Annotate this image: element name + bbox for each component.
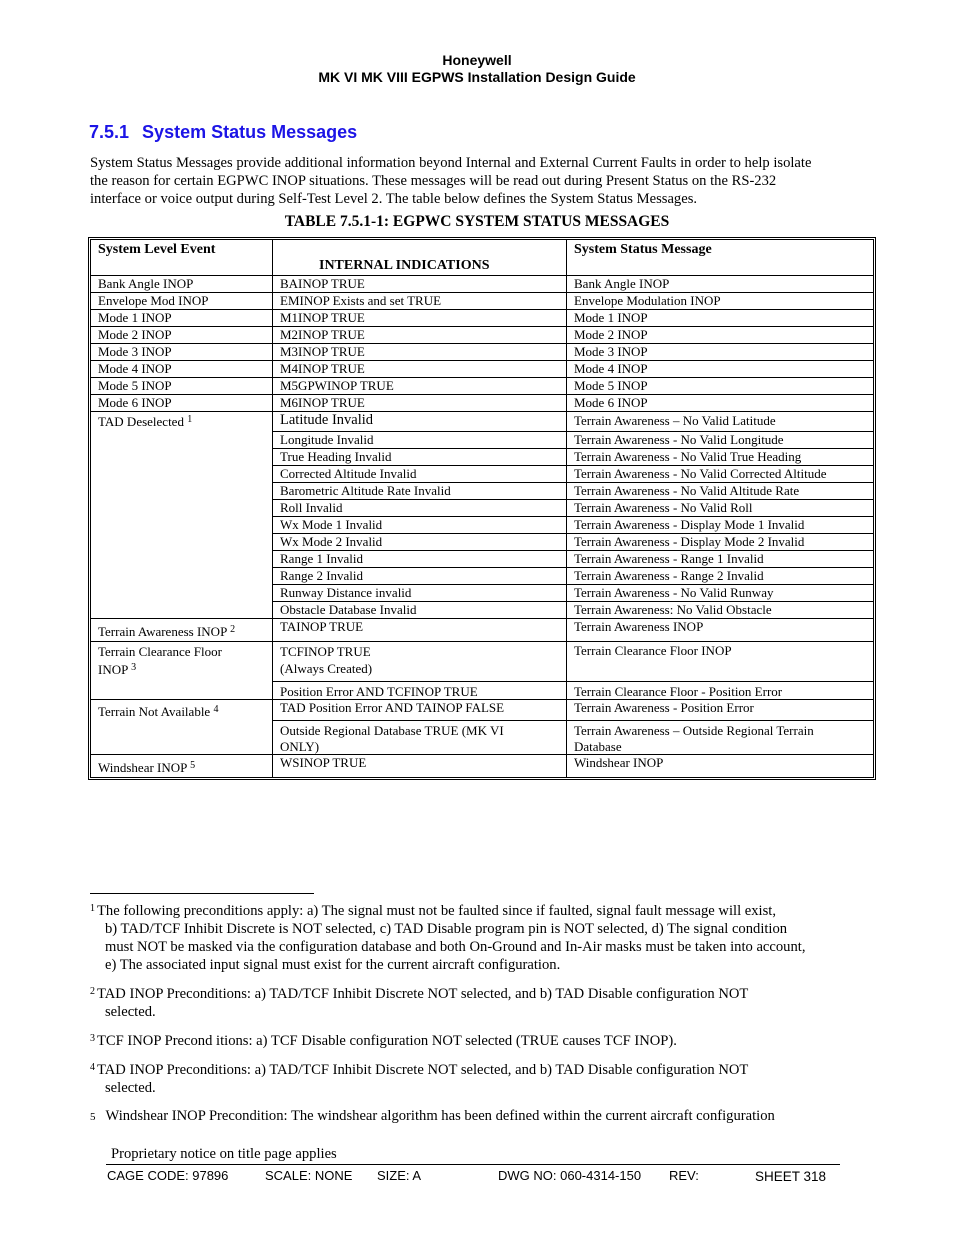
message-cell: Mode 4 INOP (567, 361, 874, 378)
indication-cell: BAINOP TRUE (273, 276, 567, 293)
event-cell: Mode 6 INOP (91, 395, 273, 412)
table-row (91, 395, 874, 412)
event-cell: Mode 5 INOP (91, 378, 273, 395)
indication-cell: M6INOP TRUE (273, 395, 567, 412)
indication-cell: M5GPWINOP TRUE (273, 378, 567, 395)
table-row (91, 755, 874, 778)
message-cell: Bank Angle INOP (567, 276, 874, 293)
event-cell: Envelope Mod INOP (91, 293, 273, 310)
event-cell (91, 412, 273, 619)
message-cell: Terrain Awareness - Position Error (567, 700, 874, 721)
section-title: System Status Messages (142, 122, 358, 142)
indication-cell: Wx Mode 2 Invalid (273, 534, 567, 551)
proprietary-notice: Proprietary notice on title page applies (111, 1146, 337, 1162)
footnote-1 (90, 902, 880, 974)
event-text: INOP (98, 662, 128, 677)
footer-rule (106, 1164, 840, 1165)
section-heading (89, 122, 357, 143)
status-messages-table (88, 237, 876, 780)
footnote-3 (90, 1032, 880, 1050)
header-system-level-event: System Level Event (91, 240, 273, 276)
indication-text: Outside Regional Database TRUE (MK VI (280, 723, 504, 738)
indication-cell: EMINOP Exists and set TRUE (273, 293, 567, 310)
indication-cell: Obstacle Database Invalid (273, 602, 567, 619)
message-cell: Terrain Awareness - Range 1 Invalid (567, 551, 874, 568)
event-cell: Mode 2 INOP (91, 327, 273, 344)
footnote-ref: 1 (187, 414, 193, 425)
footnote-text: TAD INOP Preconditions: a) TAD/TCF Inhibit Discrete NOT selected, and b) TAD Disable configuration NOT (97, 1062, 749, 1078)
simple-rows (91, 276, 874, 412)
footnote-separator (90, 893, 314, 894)
header-doc-title: MK VI MK VIII EGPWS Installation Design Guide (318, 69, 636, 85)
footnote-number: 3 (90, 1033, 95, 1044)
footnote-text: selected. (105, 1080, 156, 1096)
message-cell: Mode 6 INOP (567, 395, 874, 412)
message-text: Database (574, 738, 622, 754)
table-row (91, 310, 874, 327)
message-cell: Mode 3 INOP (567, 344, 874, 361)
header-internal-indications: INTERNAL INDICATIONS (273, 240, 567, 276)
indication-cell: True Heading Invalid (273, 449, 567, 466)
footnote-number: 2 (90, 986, 95, 997)
event-cell (91, 642, 273, 700)
footnote-number: 5 (90, 1111, 96, 1123)
footnote-text: TCF INOP Precond itions: a) TCF Disable configuration NOT selected (TRUE causes TCF INOP). (97, 1033, 677, 1049)
footnote-text: e) The associated input signal must exist for the current aircraft configuration. (105, 957, 561, 973)
footnote-text: b) TAD/TCF Inhibit Discrete is NOT selected, c) TAD Disable program pin is NOT selected, d) The signal condition (105, 921, 788, 937)
footnote-text: selected. (105, 1004, 156, 1020)
message-cell: Terrain Awareness INOP (567, 619, 874, 642)
indication-cell: M3INOP TRUE (273, 344, 567, 361)
event-text: Terrain Not Available (98, 704, 211, 719)
event-cell: Bank Angle INOP (91, 276, 273, 293)
table-row (91, 619, 874, 642)
section-number: 7.5.1 (89, 122, 130, 142)
table-row (91, 327, 874, 344)
footnote-ref: 5 (190, 760, 196, 771)
message-cell: Terrain Awareness - No Valid Longitude (567, 432, 874, 449)
indication-text: (Always Created) (280, 661, 373, 676)
event-text: Terrain Clearance Floor (98, 644, 222, 659)
intro-line: System Status Messages provide additional information beyond Internal and External Current Faults in order to help isolate (90, 155, 812, 171)
message-cell: Terrain Awareness - Range 2 Invalid (567, 568, 874, 585)
message-cell: Terrain Awareness - No Valid Altitude Rate (567, 483, 874, 500)
cage-code: CAGE CODE: 97896 (107, 1168, 229, 1183)
message-cell: Terrain Awareness - Display Mode 2 Invalid (567, 534, 874, 551)
indication-cell: TAINOP TRUE (273, 619, 567, 642)
message-cell: Mode 1 INOP (567, 310, 874, 327)
indication-cell (273, 642, 567, 682)
size: SIZE: A (377, 1168, 422, 1183)
footnote-5 (90, 1107, 880, 1126)
indication-cell: Latitude Invalid (273, 412, 567, 432)
table-row (91, 361, 874, 378)
event-cell: Mode 1 INOP (91, 310, 273, 327)
table-row (91, 412, 874, 432)
indication-cell: Range 2 Invalid (273, 568, 567, 585)
event-text: Terrain Awareness INOP (98, 624, 227, 639)
table-row (91, 293, 874, 310)
indication-cell: Corrected Altitude Invalid (273, 466, 567, 483)
message-cell: Mode 2 INOP (567, 327, 874, 344)
intro-line: interface or voice output during Self-Test Level 2. The table below defines the System Status Messages. (90, 191, 698, 207)
message-cell: Mode 5 INOP (567, 378, 874, 395)
event-cell: Mode 4 INOP (91, 361, 273, 378)
indication-cell (273, 721, 567, 755)
footnote-ref: 3 (131, 662, 137, 673)
footnote-text: must NOT be masked via the configuration database and both On-Ground and In-Air masks must be taken into account, (105, 939, 806, 955)
intro-paragraph (90, 154, 880, 208)
event-cell (91, 619, 273, 642)
message-cell: Terrain Awareness - No Valid Runway (567, 585, 874, 602)
footnote-4 (90, 1061, 880, 1097)
message-cell: Terrain Clearance Floor - Position Error (567, 682, 874, 700)
message-cell: Terrain Clearance Floor INOP (567, 642, 874, 682)
message-cell: Terrain Awareness - Display Mode 1 Invalid (567, 517, 874, 534)
indication-text: TCFINOP TRUE (280, 644, 371, 659)
message-cell: Windshear INOP (567, 755, 874, 778)
footnote-number: 4 (90, 1062, 95, 1073)
footnote-text: The following preconditions apply: a) The signal must not be faulted since if faulted, signal fault message will exist, (97, 903, 776, 919)
header-company: Honeywell (442, 52, 512, 68)
table-row (91, 344, 874, 361)
event-text: TAD Deselected (98, 414, 184, 429)
message-cell: Envelope Modulation INOP (567, 293, 874, 310)
table-row (91, 276, 874, 293)
message-text: Terrain Awareness – Outside Regional Terrain (574, 723, 814, 738)
indication-cell: M2INOP TRUE (273, 327, 567, 344)
indication-cell: Range 1 Invalid (273, 551, 567, 568)
intro-line: the reason for certain EGPWC INOP situations. These messages will be read out during Present Status on the RS-232 (90, 173, 777, 189)
drawing-number: DWG NO: 060-4314-150 (498, 1168, 642, 1183)
scale: SCALE: NONE (265, 1168, 353, 1183)
footnote-2 (90, 985, 880, 1021)
footnote-number: 1 (90, 903, 95, 914)
message-cell: Terrain Awareness – No Valid Latitude (567, 412, 874, 432)
indication-cell: M4INOP TRUE (273, 361, 567, 378)
footnote-ref: 4 (213, 704, 219, 715)
event-text: Windshear INOP (98, 760, 187, 775)
indication-cell: WSINOP TRUE (273, 755, 567, 778)
footnote-ref: 2 (230, 624, 236, 635)
indication-cell: Longitude Invalid (273, 432, 567, 449)
message-cell: Terrain Awareness - No Valid Roll (567, 500, 874, 517)
event-cell: Mode 3 INOP (91, 344, 273, 361)
indication-text: ONLY) (280, 738, 320, 754)
table-header-row (91, 240, 874, 276)
indication-cell: Roll Invalid (273, 500, 567, 517)
indication-cell: Barometric Altitude Rate Invalid (273, 483, 567, 500)
message-cell: Terrain Awareness: No Valid Obstacle (567, 602, 874, 619)
indication-cell: M1INOP TRUE (273, 310, 567, 327)
indication-cell: Position Error AND TCFINOP TRUE (273, 682, 567, 700)
table-caption: TABLE 7.5.1-1: EGPWC SYSTEM STATUS MESSAGES (284, 213, 670, 230)
message-cell: Terrain Awareness - No Valid True Heading (567, 449, 874, 466)
table-row (91, 700, 874, 721)
header-system-status-message: System Status Message (567, 240, 874, 276)
message-cell (567, 721, 874, 755)
revision: REV: (669, 1168, 699, 1183)
footnote-text: TAD INOP Preconditions: a) TAD/TCF Inhibit Discrete NOT selected, and b) TAD Disable configuration NOT (97, 986, 749, 1002)
table-row (91, 378, 874, 395)
event-cell (91, 755, 273, 778)
event-cell (91, 700, 273, 755)
sheet-number: SHEET 318 (755, 1169, 827, 1184)
indication-cell: TAD Position Error AND TAINOP FALSE (273, 700, 567, 721)
footnote-text: Windshear INOP Precondition: The windshear algorithm has been defined within the current aircraft configuration (105, 1108, 775, 1124)
table-row (91, 642, 874, 682)
indication-cell: Runway Distance invalid (273, 585, 567, 602)
indication-cell: Wx Mode 1 Invalid (273, 517, 567, 534)
message-cell: Terrain Awareness - No Valid Corrected Altitude (567, 466, 874, 483)
